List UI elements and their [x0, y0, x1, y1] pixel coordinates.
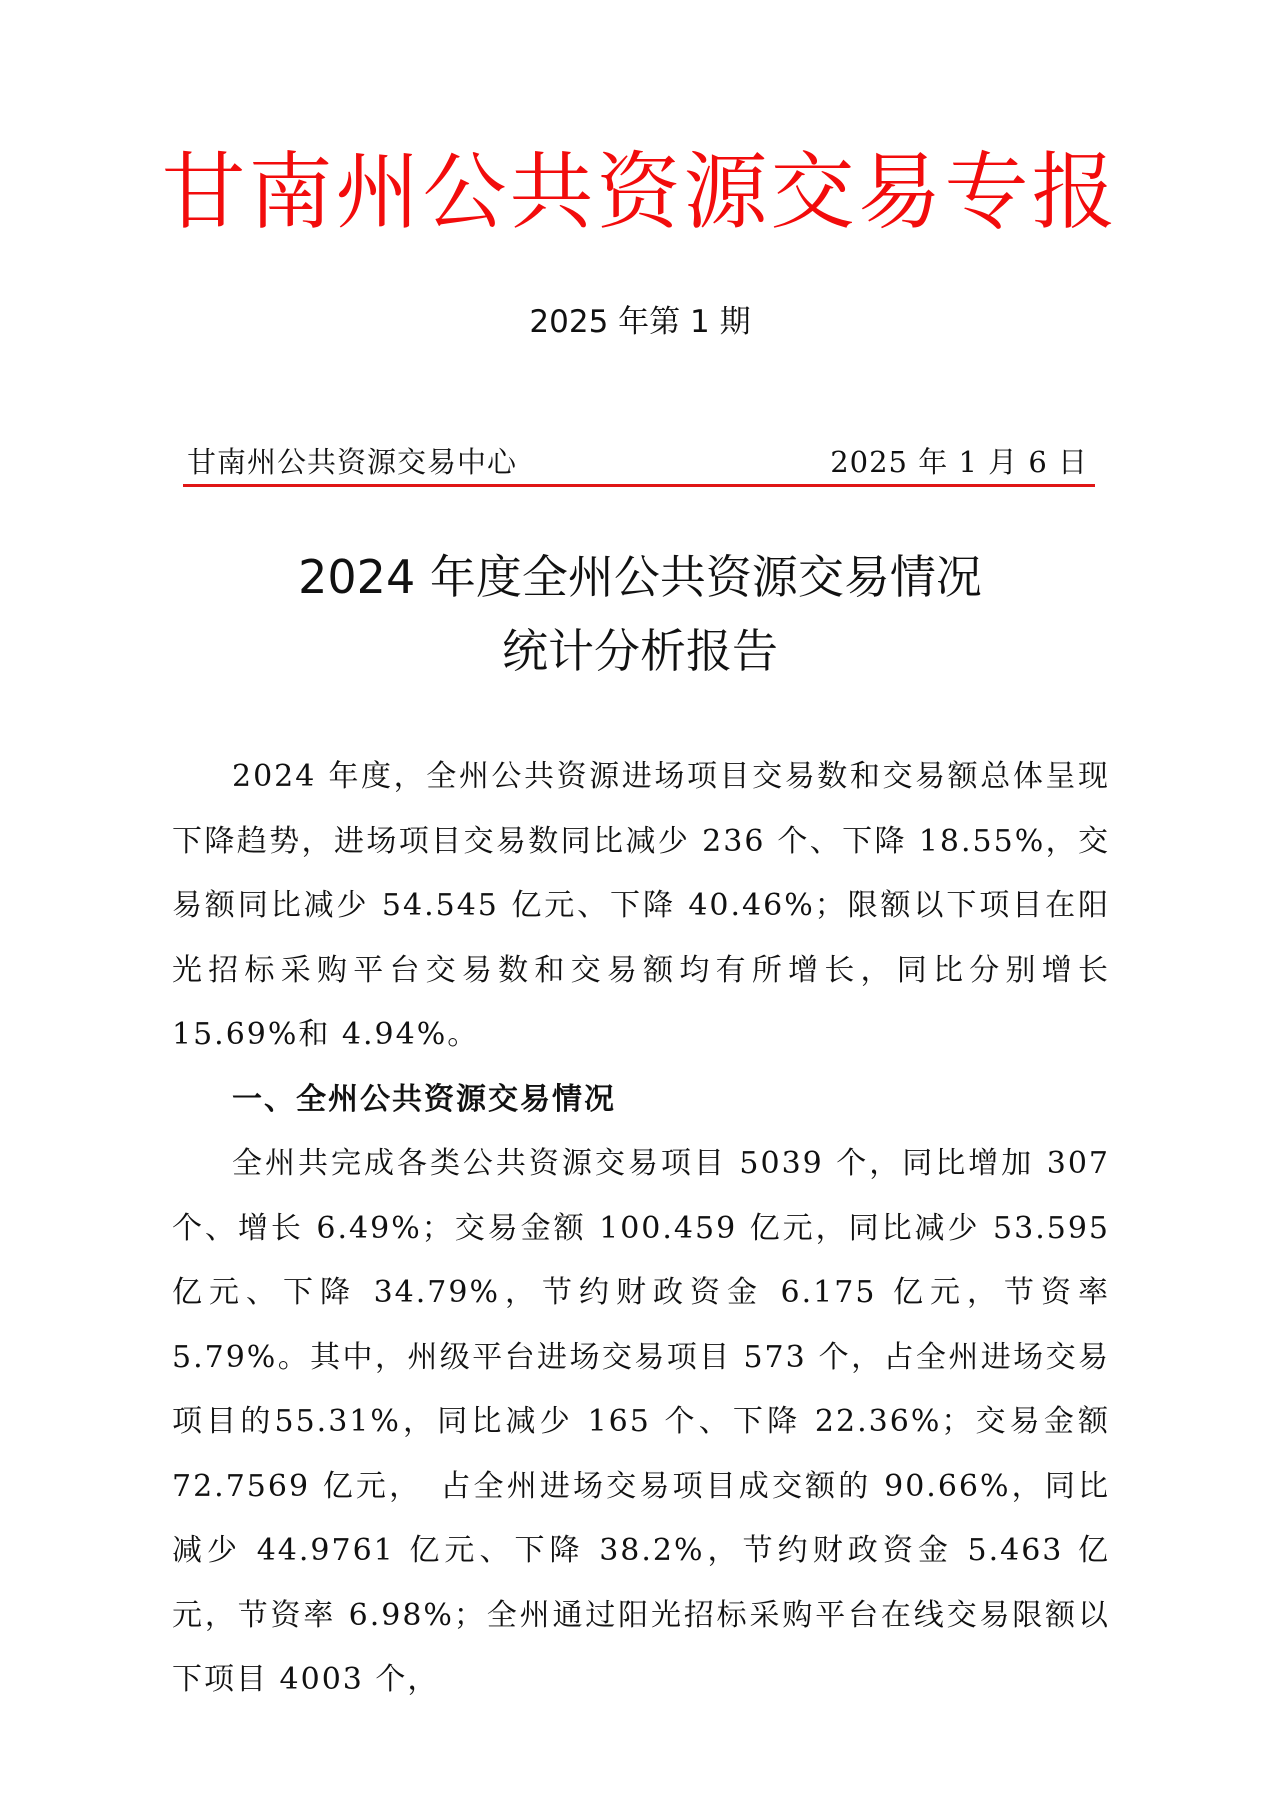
- issuer-name: 甘南州公共资源交易中心: [187, 445, 518, 479]
- summary-paragraph: 2024 年度，全州公共资源进场项目交易数和交易额总体呈现下降趋势，进场项目交易数同比减少 236 个、下降 18.55%，交易额同比减少 54.545 亿元、下降 40.46%；限额以下项目在阳光招标采购平台交易数和交易额均有所增长，同比分别增长15.69%和 4.94%。: [172, 759, 1110, 1052]
- issuer-row: [187, 440, 1092, 484]
- report-title-line-2: 统计分析报告: [502, 624, 778, 678]
- section-1-paragraph: 全州共完成各类公共资源交易项目 5039 个，同比增加 307 个、增长 6.49%；交易金额 100.459 亿元，同比减少 53.595 亿元、下降 34.79%，节约财政资金 6.175 亿元，节资率 5.79%。其中，州级平台进场交易项目 573 个，占全州进场交易项目的55.31%，同比减少 165 个、下降 22.36%；交易金额 72.7569 亿元， 占全州进场交易项目成交额的 90.66%，同比减少 44.9761 亿元、下降 38.2%，节约财政资金 5.463 亿元，节资率 6.98%；全州通过阳光招标采购平台在线交易限额以下项目 4003 个，: [172, 1146, 1110, 1697]
- section-heading-1: 一、全州公共资源交易情况: [232, 1081, 616, 1117]
- masthead-title: 甘南州公共资源交易专报: [161, 143, 1119, 241]
- report-title-line-1: 2024 年度全州公共资源交易情况: [298, 550, 982, 604]
- issue-number: 2025 年第 1 期: [529, 304, 751, 340]
- red-divider-line: [183, 484, 1095, 487]
- issue-date: 2025 年 1 月 6 日: [830, 445, 1088, 479]
- report-body: [172, 745, 1110, 1713]
- report-title: [0, 540, 1280, 688]
